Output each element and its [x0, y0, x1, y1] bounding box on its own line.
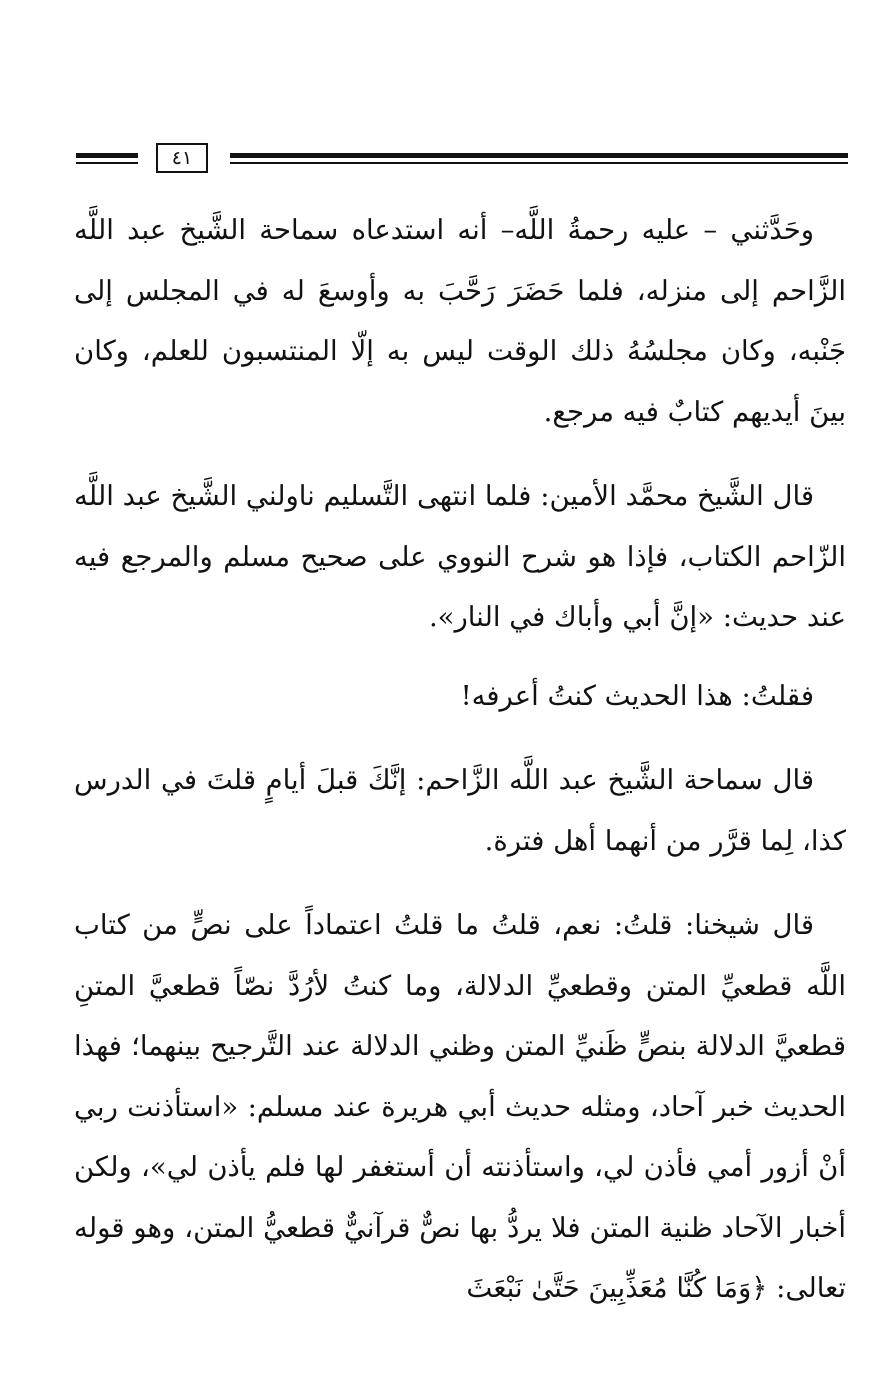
paragraph-2: قال الشَّيخ محمَّد الأمين: فلما انتهى التَّسليم ناولني الشَّيخ عبد اللَّه الزّاحم الكتاب، فإذا هو شرح النووي على صحيح مسلم والمرجع فيه عند حديث: «إنَّ أبي وأباك في النار». [74, 480, 846, 633]
paragraph-3: فقلتُ: هذا الحديث كنتُ أعرفه! [460, 679, 814, 712]
header-rule-long [230, 153, 848, 167]
rule-thin-line [230, 162, 848, 164]
rule-thick-line [76, 153, 138, 158]
header-rule-short [76, 153, 138, 167]
paragraph-1: وحَدَّثني – عليه رحمةُ اللَّه– أنه استدعاه سماحة الشَّيخ عبد اللَّه الزَّاحم إلى منزله، فلما حَضَرَ رَحَّبَ به وأوسعَ له في المجلس إلى جَنْبه، وكان مجلسُهُ ذلك الوقت ليس به إلّا المنتسبون للعلم، وكان بينَ أيديهم كتابٌ فيه مرجع. [74, 214, 846, 428]
page-header [76, 143, 848, 179]
rule-thick-line [230, 153, 848, 158]
paragraph-4: قال سماحة الشَّيخ عبد اللَّه الزَّاحم: إنَّكَ قبلَ أيامٍ قلتَ في الدرس كذا، لِما قرَّر من أنهما أهل فترة. [74, 764, 846, 857]
page-body [74, 200, 846, 1319]
paragraph-5: قال شيخنا: قلتُ: نعم، قلتُ ما قلتُ اعتماداً على نصٍّ من كتاب اللَّه قطعيِّ المتن وقطعيِّ الدلالة، وما كنتُ لأرُدَّ نصّاً قطعيَّ المتنِ قطعيَّ الدلالة بنصٍّ ظَنيِّ المتن وظني الدلالة عند التَّرجيح بينهما؛ فهذا الحديث خبر آحاد، ومثله حديث أبي هريرة عند مسلم: «استأذنت ربي أنْ أزور أمي فأذن لي، واستأذنته أن أستغفر لها فلم يأذن لي»، ولكن أخبار الآحاد ظنية المتن فلا يردُّ بها نصٌّ قرآنيٌّ قطعيُّ المتن، وهو قوله تعالى: ﴿وَمَا كُنَّا مُعَذِّبِينَ حَتَّىٰ نَبْعَثَ [74, 909, 846, 1304]
page-number: ٤١ [156, 143, 208, 173]
rule-thin-line [76, 162, 138, 164]
